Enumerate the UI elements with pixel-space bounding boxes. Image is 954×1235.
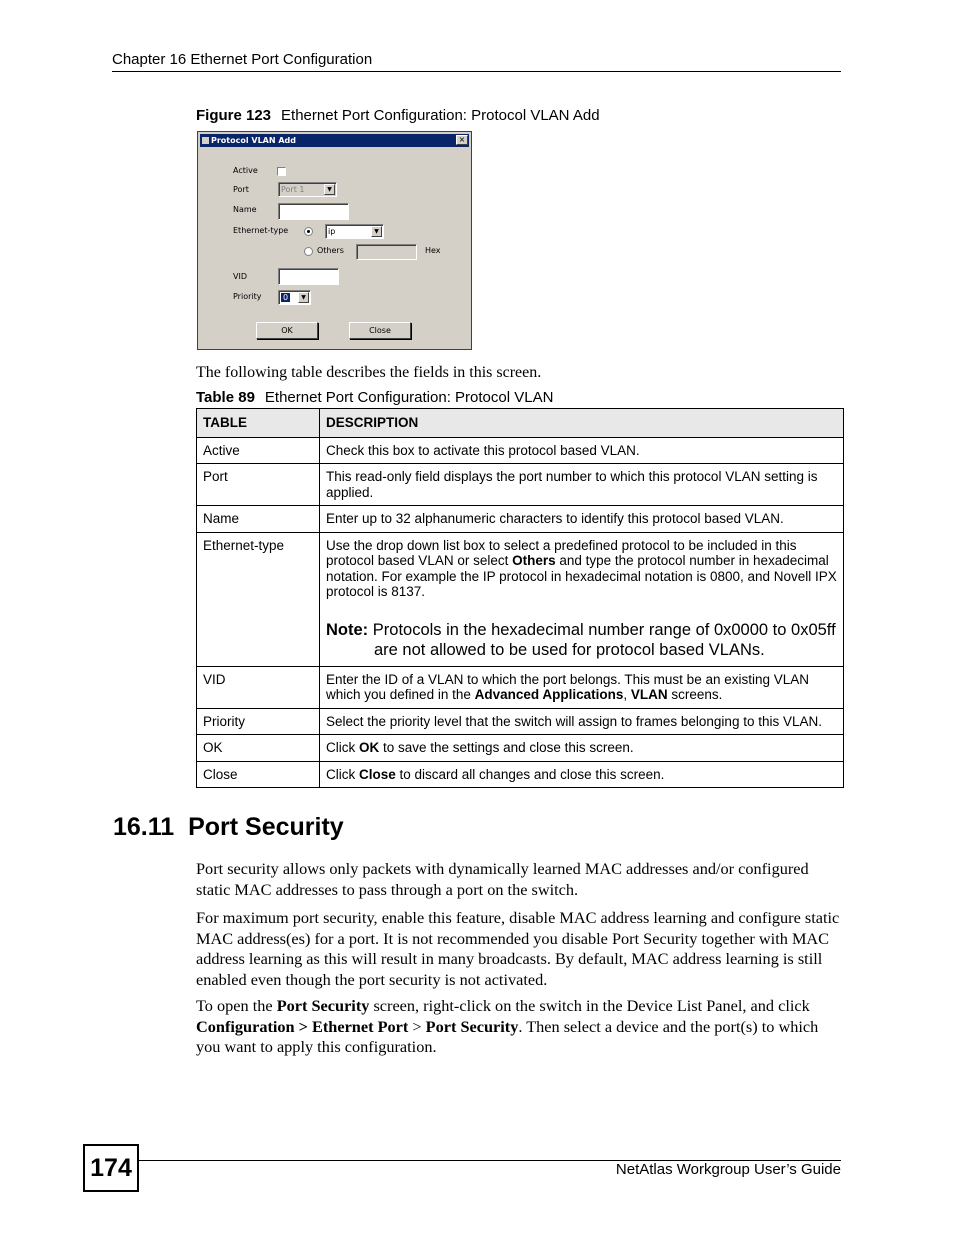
column-header-table: TABLE — [197, 409, 320, 438]
name-label: Name — [233, 205, 257, 214]
dialog-title: Protocol VLAN Add — [211, 136, 296, 145]
desc-text: to discard all changes and close this screen. — [395, 766, 665, 782]
app-icon — [202, 137, 209, 144]
table-row — [197, 761, 844, 788]
para-text: . Then select a device and the port(s) to which you want to apply this configuration. — [196, 1016, 819, 1056]
body-paragraph: Port security allows only packets with dynamically learned MAC addresses and/or configured static MAC addresses to pass through a port on the switch. — [196, 859, 809, 899]
table-header-row — [197, 409, 844, 438]
desc-text: and type the protocol number in hexadecimal notation. For example the IP protocol in hexadecimal notation is 0800, and Novell IPX protocol is 8137. — [326, 553, 837, 599]
desc-text: , — [623, 687, 631, 702]
desc-text: screens. — [667, 687, 723, 702]
chapter-header: Chapter 16 Ethernet Port Configuration — [112, 51, 373, 68]
field-name: Ethernet-type — [197, 532, 320, 666]
port-label: Port — [233, 185, 249, 194]
protocol-vlan-add-dialog — [197, 131, 472, 350]
dialog-titlebar — [200, 134, 469, 147]
field-description-table — [196, 408, 844, 788]
close-icon[interactable]: × — [456, 135, 468, 145]
section-number: 16.11 — [113, 813, 175, 841]
chevron-down-icon: ▼ — [298, 292, 309, 303]
field-description: Enter up to 32 alphanumeric characters to identify this protocol based VLAN. — [320, 506, 844, 533]
others-label: Others — [317, 246, 344, 255]
ethernet-type-others-radio[interactable] — [304, 247, 313, 256]
table-intro: The following table describes the fields in this screen. — [196, 364, 542, 381]
field-name: Priority — [197, 708, 320, 735]
table-row — [197, 735, 844, 762]
note-label: Note: — [326, 620, 369, 639]
body-paragraph: For maximum port security, enable this feature, disable MAC address learning and configure static MAC address(es) for a port. It is not recommended you disable Port Security together with MAC address learning as this will result in many broadcasts. By default, MAC address learning is still enabled even though the port security is not activated. — [196, 908, 840, 989]
body-paragraph — [196, 996, 842, 1058]
priority-select-value: 0 — [283, 293, 289, 302]
active-checkbox[interactable] — [277, 167, 286, 176]
field-description — [320, 666, 844, 708]
field-description — [320, 761, 844, 788]
guide-title: NetAtlas Workgroup User’s Guide — [615, 1161, 841, 1178]
desc-text: Click — [326, 766, 359, 782]
vid-label: VID — [233, 272, 247, 281]
table-row — [197, 532, 844, 666]
name-input[interactable] — [278, 203, 349, 220]
vid-input[interactable] — [278, 268, 339, 285]
table-row — [197, 437, 844, 464]
field-description: This read-only field displays the port number to which this protocol VLAN setting is applied. — [320, 464, 844, 506]
field-description: Check this box to activate this protocol based VLAN. — [320, 437, 844, 464]
priority-select[interactable] — [278, 290, 311, 305]
field-name: VID — [197, 666, 320, 708]
table-row — [197, 708, 844, 735]
desc-text: Enter the ID of a VLAN to which the port belongs. This must be an existing VLAN which you defined in the — [326, 671, 810, 702]
close-button[interactable]: Close — [349, 322, 411, 339]
section-heading — [113, 813, 344, 842]
para-bold: Port Security — [425, 1016, 519, 1036]
field-name: Active — [197, 437, 320, 464]
table-label: Table 89 — [196, 389, 255, 406]
para-text: screen, right-click on the switch in the Device List Panel, and click — [369, 996, 810, 1015]
table-caption — [196, 389, 553, 406]
priority-label: Priority — [233, 292, 262, 301]
figure-label: Figure 123 — [196, 107, 272, 124]
desc-bold: Advanced Applications — [474, 687, 624, 702]
desc-bold: OK — [359, 740, 380, 755]
header-rule — [112, 71, 841, 72]
ok-button[interactable]: OK — [256, 322, 318, 339]
field-name: Close — [197, 761, 320, 788]
para-bold: Configuration > Ethernet Port — [196, 1016, 409, 1036]
ethernet-type-select[interactable] — [325, 224, 384, 239]
desc-text: to save the settings and close this screen. — [379, 740, 634, 755]
note-text: Protocols in the hexadecimal number range of 0x0000 to 0x05ff are not allowed to be used for protocol based VLANs. — [372, 620, 836, 659]
active-label: Active — [233, 166, 258, 175]
table-row — [197, 506, 844, 533]
page-number: 174 — [83, 1144, 139, 1192]
desc-text: Click — [326, 740, 359, 755]
port-select[interactable] — [278, 182, 337, 197]
note — [326, 620, 838, 661]
ethernet-type-predefined-radio[interactable] — [304, 227, 313, 236]
table-title: Ethernet Port Configuration: Protocol VLAN — [264, 389, 554, 406]
para-text: > — [408, 1016, 426, 1036]
desc-text: Use the drop down list box to select a predefined protocol to be included in this protocol based VLAN or select — [326, 537, 797, 568]
ethernet-type-label: Ethernet-type — [233, 226, 289, 235]
desc-bold: VLAN — [630, 687, 668, 702]
desc-bold: Others — [512, 553, 556, 568]
chevron-down-icon: ▼ — [324, 184, 335, 195]
others-hex-input[interactable] — [356, 244, 417, 260]
field-name: OK — [197, 735, 320, 762]
hex-label: Hex — [425, 246, 441, 255]
figure-title: Ethernet Port Configuration: Protocol VLAN Add — [281, 107, 600, 124]
desc-bold: Close — [359, 766, 396, 782]
chevron-down-icon: ▼ — [371, 226, 382, 237]
section-title: Port Security — [188, 813, 344, 841]
port-select-value: Port 1 — [281, 185, 305, 194]
field-name: Name — [197, 506, 320, 533]
field-name: Port — [197, 464, 320, 506]
ethernet-type-select-value: ip — [328, 227, 336, 236]
table-row — [197, 666, 844, 708]
para-bold: Port Security — [276, 996, 370, 1015]
table-row — [197, 464, 844, 506]
field-description: Select the priority level that the switch will assign to frames belonging to this VLAN. — [320, 708, 844, 735]
field-description — [320, 735, 844, 762]
field-description — [320, 532, 844, 666]
column-header-description: DESCRIPTION — [320, 409, 844, 438]
figure-caption — [196, 107, 600, 124]
para-text: To open the — [196, 996, 277, 1015]
